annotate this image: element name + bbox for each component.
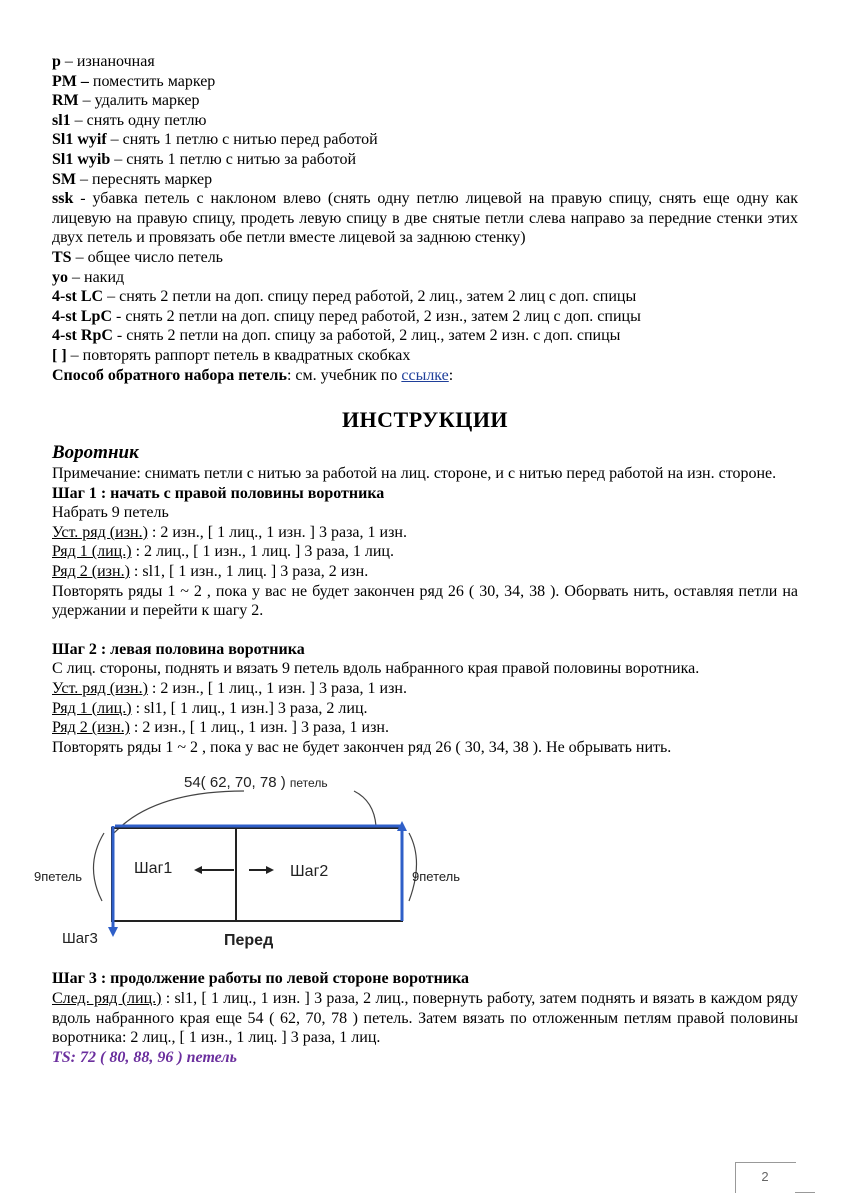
abbr-item: 4-st RpC - снять 2 петли на доп. спицу за работой, 2 лиц., затем 2 изн. с доп. спицы (52, 327, 621, 345)
collar-diagram (34, 771, 461, 961)
abbr-item: 4-st LpC - снять 2 петли на доп. спицу перед работой, 2 изн., затем 2 лиц с доп. спицы (52, 307, 641, 325)
step3-row: След. ряд (лиц.) : sl1, [ 1 лиц., 1 изн. ] 3 раза, 2 лиц., повернуть работу, затем поднять и вязать в каждом ряду вдоль набранного края еще 54 ( 62, 70, 78 ) петель. Затем вязать по отложенным петлям правой половины воротника: 2 лиц., [ 1 изн., 1 лиц. ] 3 раза, 1 лиц. (52, 990, 799, 1047)
step2-row: Ряд 2 (изн.) : 2 изн., [ 1 лиц., 1 изн. ] 3 раза, 1 изн. (52, 719, 389, 737)
spacer (52, 621, 798, 640)
step2-label: Шаг2 (290, 863, 329, 881)
abbr-item: TS – общее число петель (52, 248, 223, 266)
step3-title: Шаг 3 : продолжение работы по левой стороне воротника (52, 970, 470, 988)
arrow-right-head (266, 866, 274, 874)
step1-label: Шаг1 (134, 860, 173, 878)
abbr-item: Sl1 wyif – снять 1 петлю с нитью перед работой (52, 131, 378, 149)
step1-row: Уст. ряд (изн.) : 2 изн., [ 1 лиц., 1 изн. ] 3 раза, 1 изн. (52, 523, 407, 541)
collar-heading: Воротник (52, 442, 139, 464)
left-stitch-label: 9петель (34, 869, 83, 885)
step2-intro: С лиц. стороны, поднять и вязать 9 петель вдоль набранного края правой половины воротника. (52, 660, 700, 678)
instructions-heading: ИНСТРУКЦИИ (341, 407, 509, 433)
front-label: Перед (224, 932, 274, 950)
abbr-item: PM – поместить маркер (52, 72, 216, 90)
abbr-item: p – изнаночная (52, 53, 155, 70)
blue-left-arrow-head (108, 927, 118, 937)
total-stitches: TS: 72 ( 80, 88, 96 ) петель (52, 1048, 237, 1066)
abbr-item: SM – переснять маркер (52, 170, 213, 188)
abbr-item: Sl1 wyib – снять 1 петлю с нитью за работой (52, 150, 357, 168)
step1-row: Ряд 1 (лиц.) : 2 лиц., [ 1 изн., 1 лиц. ] 3 раза, 1 лиц. (52, 543, 394, 561)
step2-row: Уст. ряд (изн.) : 2 изн., [ 1 лиц., 1 изн. ] 3 раза, 1 изн. (52, 680, 407, 698)
abbr-item: ssk - убавка петель с наклоном влево (снять одну петлю лицевой на правую спицу, снять еще одну как лицевую на правую спицу, продеть левую спицу в две снятые петли слева направо за передние стенки этих двух петель и провязать обе петли вместе лицевой за заднюю стенку) (52, 190, 798, 247)
page-number-line (795, 1192, 815, 1193)
arrow-left-head (194, 866, 202, 874)
step1-repeat: Повторять ряды 1 ~ 2 , пока у вас не будет закончен ряд 26 ( 30, 34, 38 ). Оборвать нить, оставляя петли на удержании и перейти к шагу 2. (52, 582, 798, 620)
abbr-item: yo – накид (52, 268, 125, 286)
document-page (34, 52, 799, 1067)
abbreviation-list (52, 52, 798, 385)
step1-cast-on: Набрать 9 петель (52, 504, 169, 522)
right-stitch-label: 9петель (412, 869, 461, 885)
cast-on-method: Способ обратного набора петель: см. учебник по ссылке: (52, 366, 454, 384)
step2-repeat: Повторять ряды 1 ~ 2 , пока у вас не будет закончен ряд 26 ( 30, 34, 38 ). Не обрывать нить. (52, 738, 672, 756)
step2-title: Шаг 2 : левая половина воротника (52, 640, 305, 658)
step2-row: Ряд 1 (лиц.) : sl1, [ 1 лиц., 1 изн.] 3 раза, 2 лиц. (52, 699, 368, 717)
abbr-item: RM – удалить маркер (52, 92, 200, 110)
page-number: 2 (761, 1169, 769, 1184)
step3-label: Шаг3 (62, 930, 98, 948)
left-arc (93, 833, 104, 901)
tutorial-link[interactable]: ссылке (401, 366, 449, 384)
abbr-item: [ ] – повторять раппорт петель в квадратных скобках (52, 346, 411, 364)
abbr-item: sl1 – снять одну петлю (52, 111, 207, 129)
step1-title: Шаг 1 : начать с правой половины воротника (52, 484, 385, 502)
note-paragraph: Примечание: снимать петли с нитью за работой на лиц. стороне, и с нитью перед работой на изн. стороне. (52, 465, 777, 483)
abbr-item: 4-st LC – снять 2 петли на доп. спицу перед работой, 2 лиц., затем 2 лиц с доп. спицы (52, 288, 637, 306)
top-arc (354, 791, 376, 826)
top-stitch-label: 54( 62, 70, 78 ) петель (184, 774, 328, 792)
step1-row: Ряд 2 (изн.) : sl1, [ 1 изн., 1 лиц. ] 3 раза, 2 изн. (52, 563, 369, 581)
